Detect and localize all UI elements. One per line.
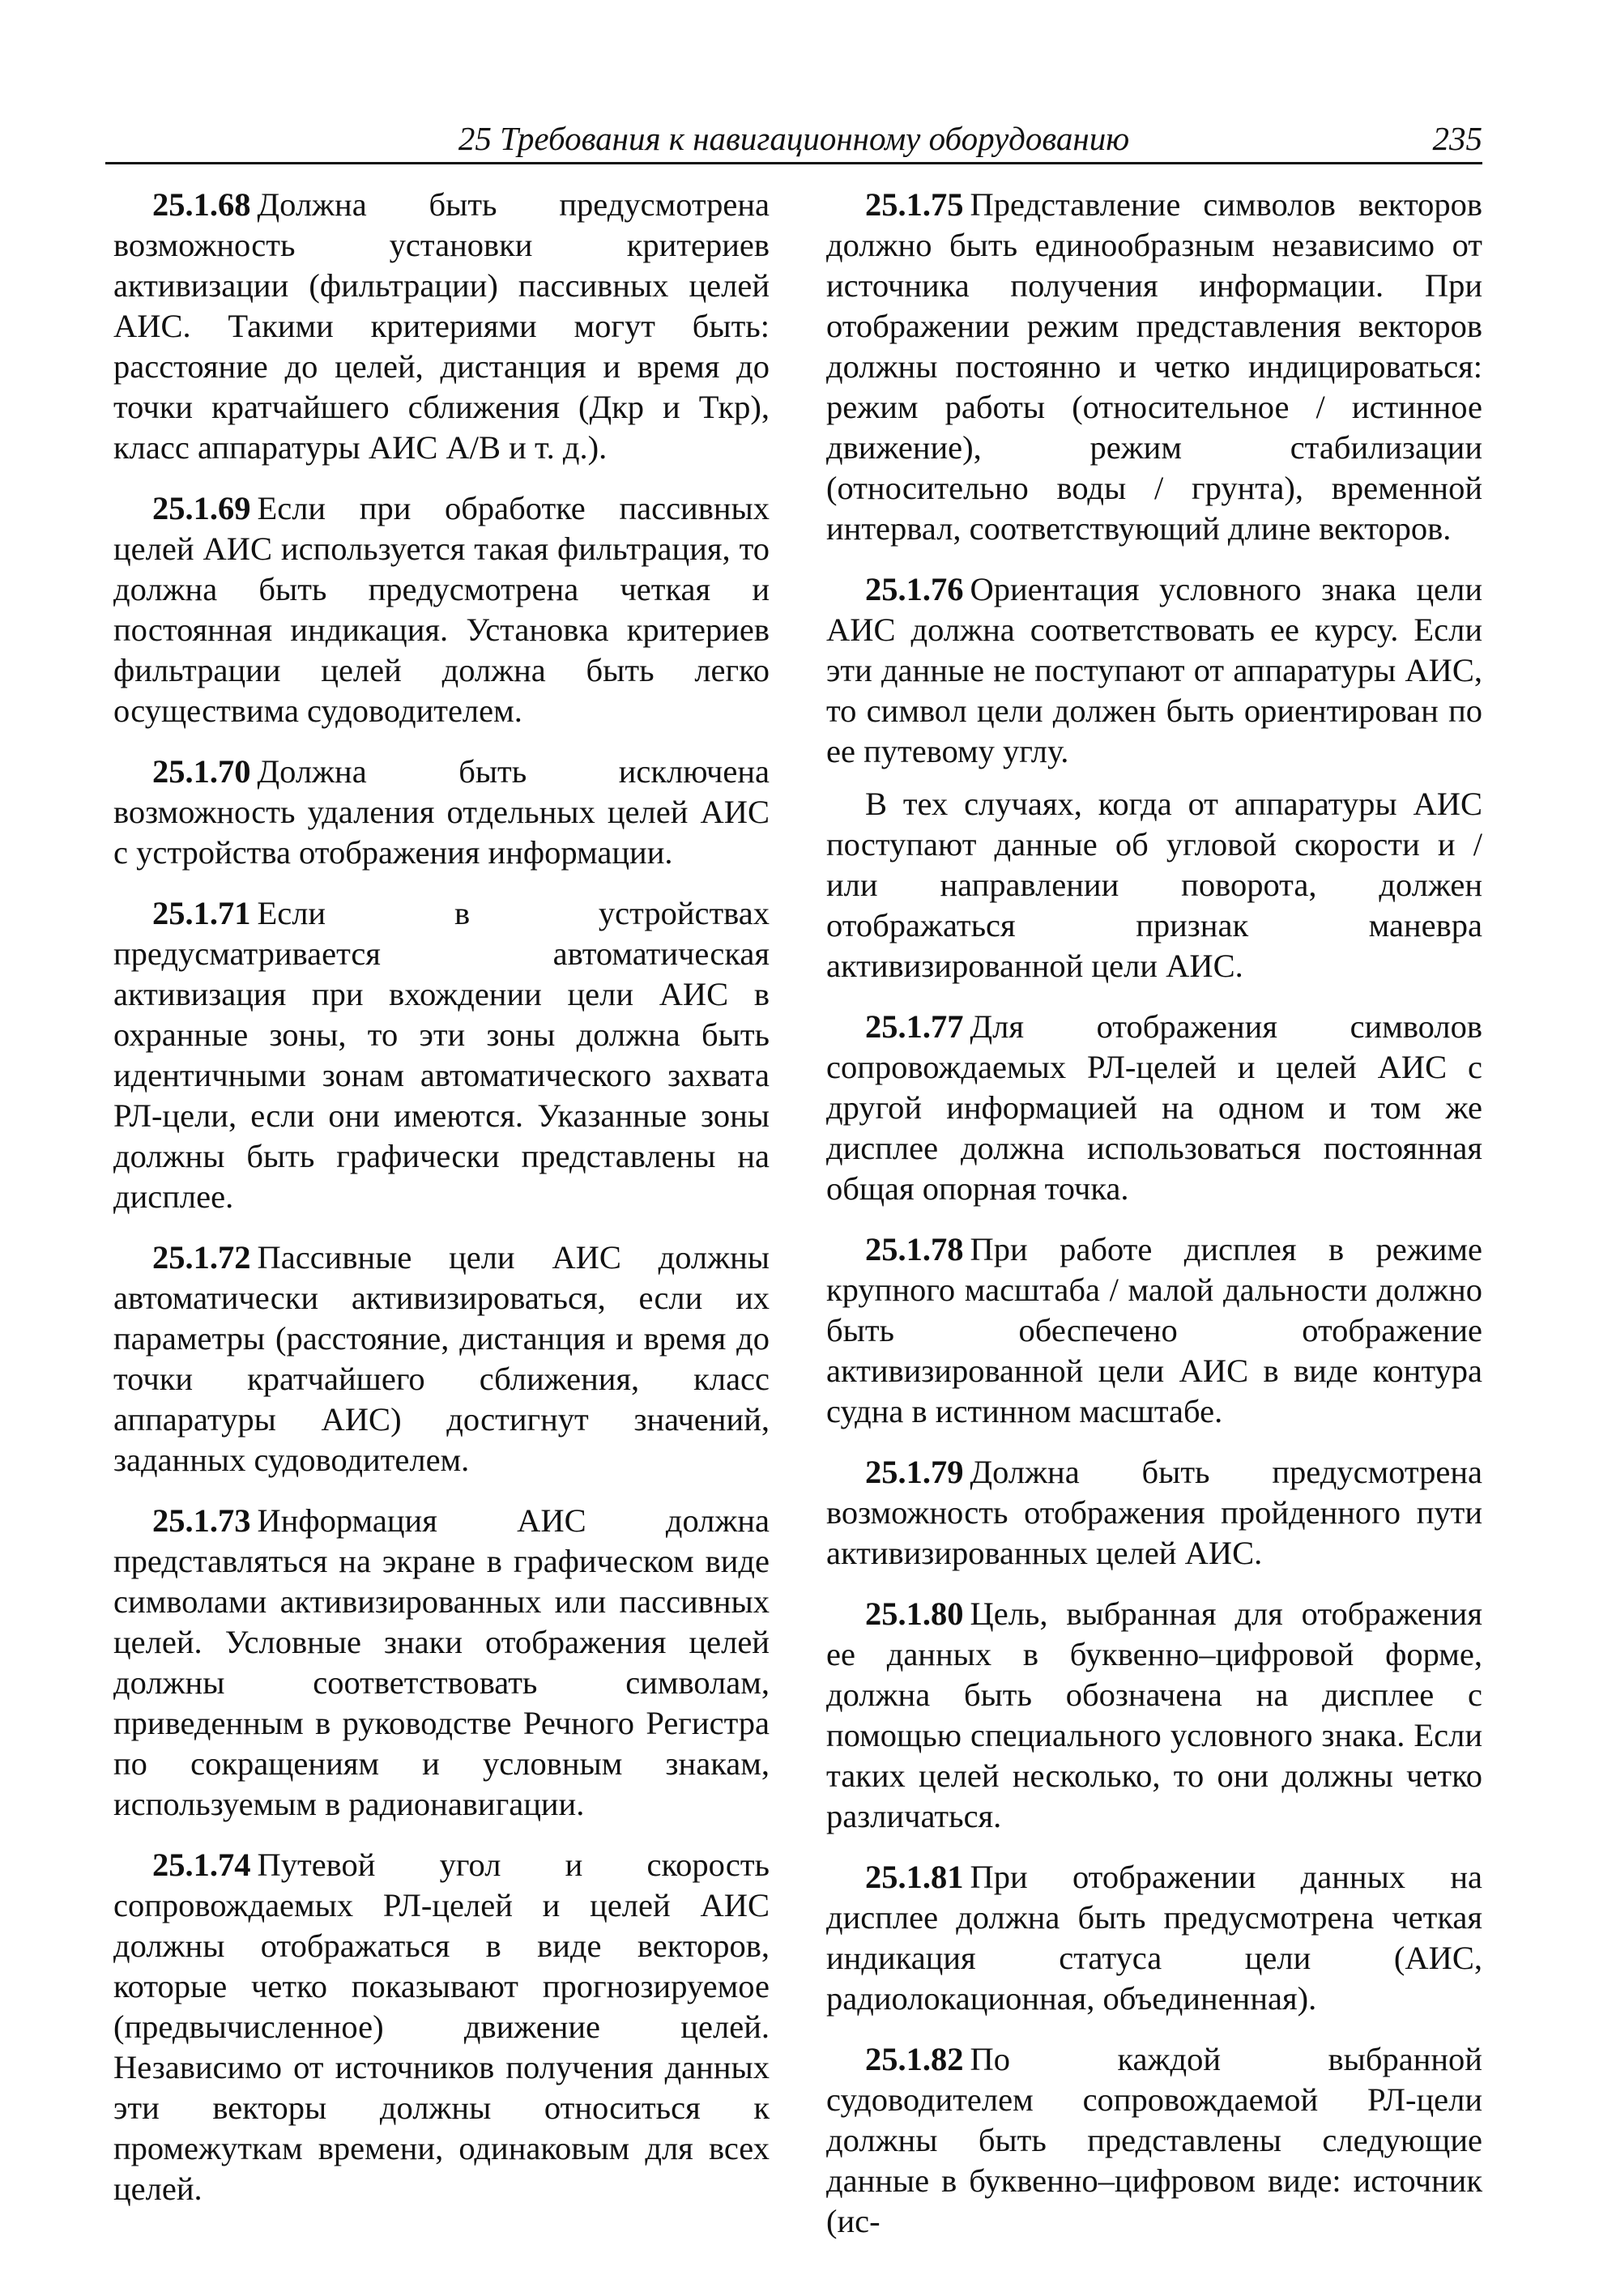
clause-text: При работе дисплея в режиме крупного масштаба / малой дальности должно быть обеспечено отображение активизированной цели АИС в виде контура судна в истинном масштабе. <box>826 1231 1482 1429</box>
paragraph-25-1-71 <box>113 893 770 1217</box>
page-header <box>105 117 1482 160</box>
clause-text: Ориентация условного знака цели АИС должна соответствовать ее курсу. Если эти данные не поступают от аппаратуры АИС, то символ цели должен быть ориентирован по ее путевому углу. <box>826 571 1482 769</box>
clause-text: Должна быть исключена возможность удаления отдельных целей АИС с устройства отображения информации. <box>113 753 770 871</box>
clause-number: 25.1.76 <box>865 571 964 607</box>
clause-number: 25.1.78 <box>865 1231 964 1267</box>
paragraph-25-1-72 <box>113 1237 770 1480</box>
clause-text: Должна быть предусмотрена возможность отображения пройденного пути активизированных целей АИС. <box>826 1454 1482 1571</box>
paragraph-25-1-80 <box>826 1594 1482 1837</box>
paragraph-25-1-82 <box>826 2039 1482 2242</box>
clause-text: Если в устройствах предусматривается автоматическая активизация при вхождении цели АИС в охранные зоны, то эти зоны должна быть идентичными зонам автоматического захвата РЛ-цели, если они имеются. Указанные зоны должны быть графически представлены на дисплее. <box>113 895 770 1215</box>
clause-number: 25.1.71 <box>152 895 251 931</box>
clause-text: Пассивные цели АИС должны автоматически активизироваться, если их параметры (расстояние, дистанция и время до точки кратчайшего сближения, класс аппаратуры АИС) достигнут значений, заданных судоводителем. <box>113 1239 770 1478</box>
paragraph-25-1-75 <box>826 185 1482 549</box>
right-column <box>826 185 1482 2262</box>
paragraph-25-1-78 <box>826 1229 1482 1432</box>
paragraph-25-1-69 <box>113 488 770 731</box>
clause-number: 25.1.80 <box>865 1595 964 1632</box>
clause-number: 25.1.74 <box>152 1847 251 1883</box>
paragraph-25-1-70 <box>113 752 770 873</box>
clause-text: Если при обработке пассивных целей АИС используется такая фильтрация, то должна быть предусмотрена четкая и постоянная индикация. Установка критериев фильтрации целей должна быть легко осуществима судоводителем. <box>113 490 770 729</box>
clause-text: Представление символов векторов должно быть единообразным независимо от источника получения информации. При отображении режим представления векторов должны постоянно и четко индицироваться: режим работы (относительное / истинное движение), режим стабилизации (относительно воды / грунта), временной интервал, соответствующий длине векторов. <box>826 186 1482 547</box>
header-rule <box>105 162 1482 164</box>
clause-number: 25.1.79 <box>865 1454 964 1490</box>
clause-number: 25.1.73 <box>152 1502 251 1539</box>
clause-text: Цель, выбранная для отображения ее данных в буквенно–цифровой форме, должна быть обозначена на дисплее с помощью специального условного знака. Если таких целей несколько, то они должны четко различаться. <box>826 1595 1482 1834</box>
paragraph-25-1-76-continued <box>826 784 1482 986</box>
left-column <box>113 185 770 2230</box>
clause-text: В тех случаях, когда от аппаратуры АИС поступают данные об угловой скорости и / или направлении поворота, должен отображаться признак маневра активизированной цели АИС. <box>826 786 1482 984</box>
clause-number: 25.1.75 <box>865 186 964 223</box>
clause-number: 25.1.81 <box>865 1859 964 1895</box>
clause-number: 25.1.77 <box>865 1008 964 1045</box>
clause-number: 25.1.72 <box>152 1239 251 1276</box>
clause-text: При отображении данных на дисплее должна быть предусмотрена четкая индикация статуса цели (АИС, радиолокационная, объединенная). <box>826 1859 1482 2017</box>
paragraph-25-1-79 <box>826 1452 1482 1574</box>
clause-text: По каждой выбранной судоводителем сопровождаемой РЛ-цели должны быть представлены следующие данные в буквенно–цифровом виде: источник (ис- <box>826 2041 1482 2239</box>
clause-text: Информация АИС должна представляться на экране в графическом виде символами активизированных или пассивных целей. Условные знаки отображения целей должны соответствовать символам, приведенным в руководстве Речного Регистра по сокращениям и условным знакам, используемым в радионавигации. <box>113 1502 770 1822</box>
paragraph-25-1-81 <box>826 1857 1482 2019</box>
running-title: 25 Требования к навигационному оборудованию <box>458 120 1130 157</box>
page-number: 235 <box>1432 120 1482 157</box>
clause-number: 25.1.69 <box>152 490 251 526</box>
paragraph-25-1-77 <box>826 1007 1482 1209</box>
clause-text: Для отображения символов сопровождаемых РЛ-целей и целей АИС с другой информацией на одном и том же дисплее должна использоваться постоянная общая опорная точка. <box>826 1008 1482 1207</box>
clause-number: 25.1.82 <box>865 2041 964 2077</box>
paragraph-25-1-76 <box>826 569 1482 772</box>
clause-text: Должна быть предусмотрена возможность установки критериев активизации (фильтрации) пассивных целей АИС. Такими критериями могут быть: расстояние до целей, дистанция и время до точки кратчайшего сближения (Дкр и Ткр), класс аппаратуры АИС А/В и т. д.). <box>113 186 770 466</box>
paragraph-25-1-74 <box>113 1845 770 2209</box>
clause-text: Путевой угол и скорость сопровождаемых РЛ-целей и целей АИС должны отображаться в виде векторов, которые четко показывают прогнозируемое (предвычисленное) движение целей. Независимо от источников получения данных эти векторы должны относиться к промежуткам времени, одинаковым для всех целей. <box>113 1847 770 2207</box>
clause-number: 25.1.68 <box>152 186 251 223</box>
paragraph-25-1-68 <box>113 185 770 468</box>
clause-number: 25.1.70 <box>152 753 251 790</box>
paragraph-25-1-73 <box>113 1501 770 1825</box>
